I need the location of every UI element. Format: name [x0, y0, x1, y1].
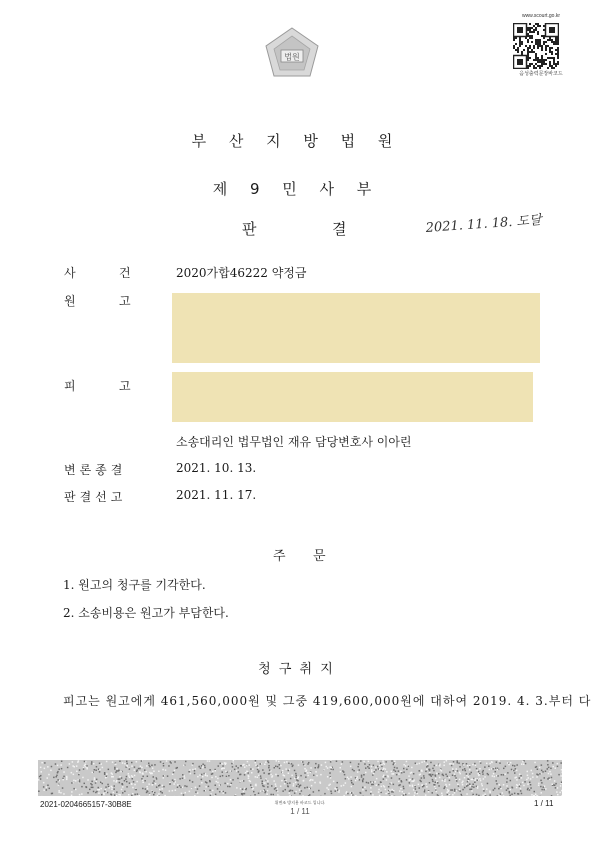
order-item: 2. 소송비용은 원고가 부담한다.	[63, 606, 229, 620]
claim-heading: 청 구 취 지	[258, 662, 335, 677]
court-name: 부 산 지 방 법 원	[191, 132, 402, 150]
page-number: 1 / 11	[534, 799, 554, 808]
order-heading-left: 주	[273, 549, 286, 564]
defendant-label-right: 고	[119, 379, 131, 393]
qr-label: 음성출력문장바코드	[519, 71, 563, 77]
document-id: 2021-0204665157-30B8E	[40, 800, 132, 809]
qr-url: www.scourt.go.kr	[521, 13, 561, 19]
doc-title-right: 결	[332, 220, 347, 238]
defendant-counsel: 소송대리인 법무법인 재유 담당변호사 이아린	[176, 435, 412, 449]
order-item: 1. 원고의 청구를 기각한다.	[63, 578, 206, 592]
case-label-left: 사	[64, 266, 76, 280]
order-heading-right: 문	[313, 549, 326, 564]
case-label-right: 건	[119, 266, 131, 280]
plaintiff-label-left: 원	[64, 294, 76, 308]
security-pattern-band	[38, 760, 562, 796]
doc-title-left: 판	[242, 220, 257, 238]
sentence-label: 판결선고	[64, 490, 127, 504]
court-emblem-logo	[262, 26, 322, 86]
defendant-label-left: 피	[64, 379, 76, 393]
page-number-center: 1 / 11	[290, 807, 310, 816]
sentence-date: 2021. 11. 17.	[176, 488, 257, 502]
case-number: 2020가합46222 약정금	[176, 266, 307, 280]
anti-forgery-notice: 위변조 방지용 바코드 입니다.	[274, 800, 326, 805]
claim-text: 피고는 원고에게 461,560,000원 및 그중 419,600,000원에 대하여 2019. 4. 3.부터 다	[63, 694, 592, 708]
emblem-text: 법원	[284, 52, 300, 62]
plaintiff-label-right: 고	[119, 294, 131, 308]
hearing-end-date: 2021. 10. 13.	[176, 461, 257, 475]
defendant-redaction	[172, 372, 533, 422]
plaintiff-redaction	[172, 293, 540, 363]
hearing-end-label: 변론종결	[64, 463, 127, 477]
handwritten-receipt-date: 2021. 11. 18. 도달	[425, 212, 543, 236]
division-name: 제 9 민 사 부	[212, 180, 381, 198]
qr-code-icon	[513, 23, 559, 69]
